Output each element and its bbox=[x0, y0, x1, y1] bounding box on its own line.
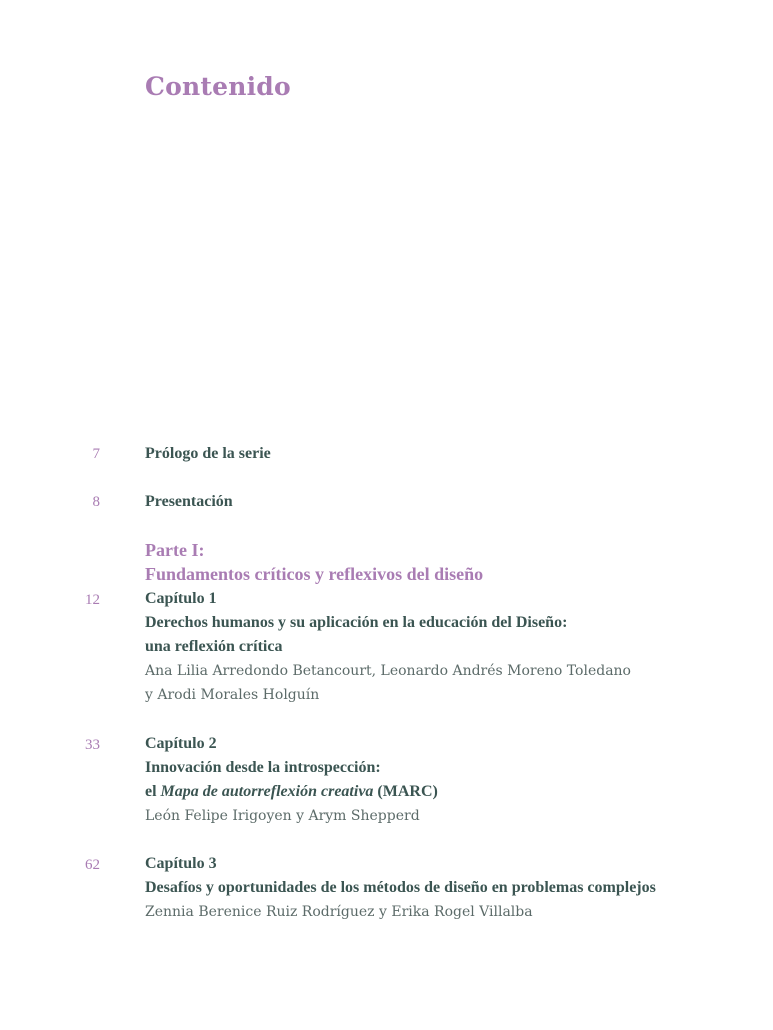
part-label: Parte I: bbox=[145, 540, 205, 560]
page-title: Contenido bbox=[145, 72, 291, 101]
page-number: 7 bbox=[92, 446, 100, 462]
chapter-label: Capítulo 3 bbox=[145, 855, 217, 872]
entry-title: Prólogo de la serie bbox=[145, 445, 271, 462]
page-number: 33 bbox=[85, 737, 100, 753]
chapter-label: Capítulo 1 bbox=[145, 590, 217, 607]
entry-title: Presentación bbox=[145, 493, 233, 510]
chapter-title-line-2 bbox=[145, 783, 438, 801]
part-title: Fundamentos críticos y reflexivos del diseño bbox=[145, 564, 484, 584]
chapter-label: Capítulo 2 bbox=[145, 735, 217, 752]
title-suffix: (MARC) bbox=[373, 783, 438, 800]
page-number: 62 bbox=[85, 857, 100, 873]
chapter-authors-line-2: y Arodi Morales Holguín bbox=[145, 687, 320, 703]
chapter-title-line-1: Innovación desde la introspección: bbox=[145, 759, 381, 776]
page-number: 8 bbox=[92, 494, 100, 510]
page-number: 12 bbox=[85, 592, 100, 608]
chapter-authors: León Felipe Irigoyen y Arym Shepperd bbox=[145, 808, 420, 824]
title-prefix: el bbox=[145, 783, 161, 800]
chapter-authors-line-1: Ana Lilia Arredondo Betancourt, Leonardo Andrés Moreno Toledano bbox=[145, 663, 631, 679]
chapter-title-line-1: Derechos humanos y su aplicación en la educación del Diseño: bbox=[145, 614, 568, 631]
chapter-authors: Zennia Berenice Ruiz Rodríguez y Erika Rogel Villalba bbox=[145, 904, 533, 920]
chapter-title: Desafíos y oportunidades de los métodos de diseño en problemas complejos bbox=[145, 879, 656, 896]
title-italic: Mapa de autorreflexión creativa bbox=[160, 783, 374, 800]
chapter-title-line-2: una reflexión crítica bbox=[145, 638, 283, 655]
